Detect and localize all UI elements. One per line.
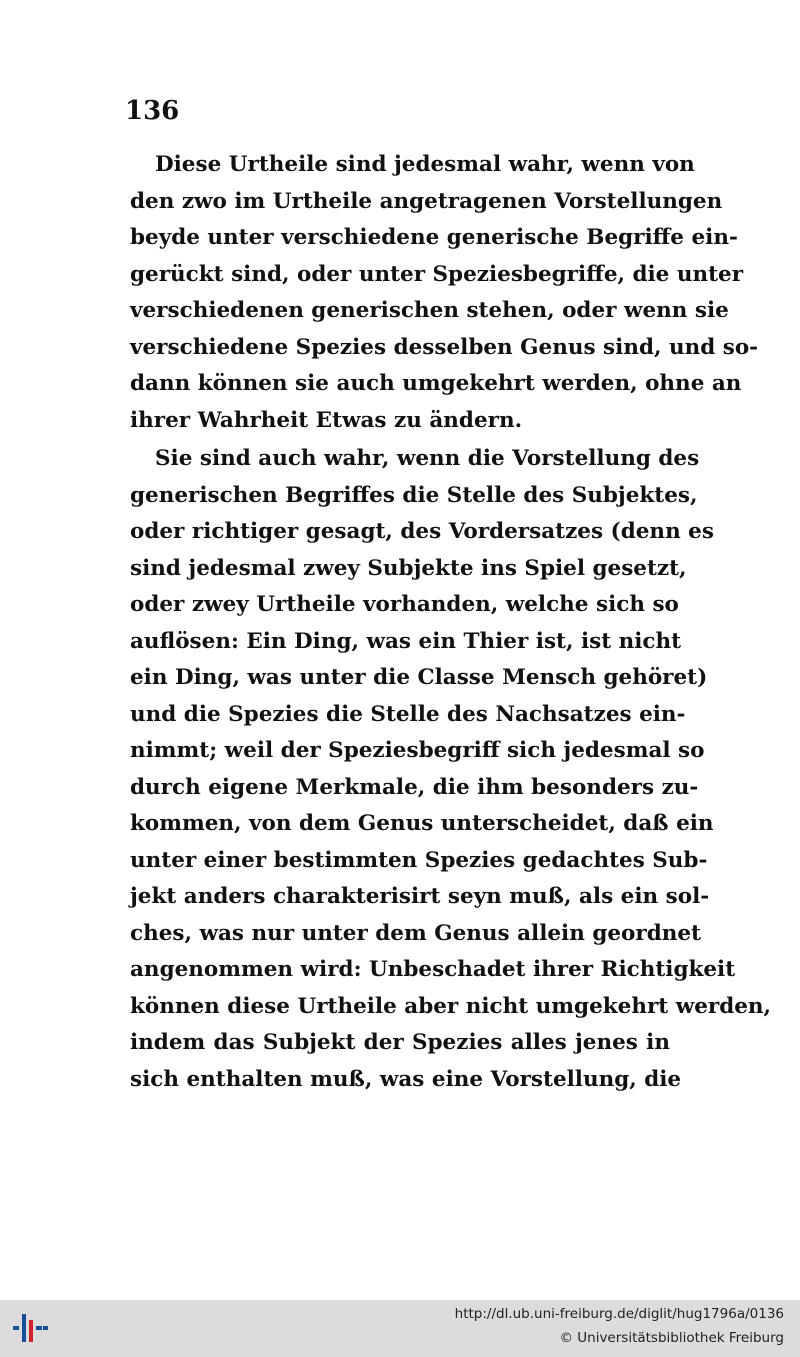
text-line: angenommen wird: Unbeschadet ihrer Richtigkeit (130, 957, 736, 982)
text-line: verschiedene Spezies desselben Genus sind, und so- (130, 334, 759, 360)
text-line: auflösen: Ein Ding, was ein Thier ist, ist nicht (130, 628, 682, 654)
page-number: 136 (125, 96, 180, 126)
copyright-notice: © Universitätsbibliothek Freiburg (559, 1330, 784, 1346)
text-line: oder zwey Urtheile vorhanden, welche sich so (130, 592, 679, 617)
source-url[interactable]: http://dl.ub.uni-freiburg.de/diglit/hug1796a/0136 (454, 1306, 784, 1322)
text-line: kommen, von dem Genus unterscheidet, daß ein (130, 811, 714, 836)
text-line: nimmt; weil der Speziesbegriff sich jedesmal so (130, 738, 705, 763)
text-line: jekt anders charakterisirt seyn muß, als ein sol- (130, 884, 710, 909)
text-line: Sie sind auch wahr, wenn die Vorstellung des (155, 446, 700, 471)
text-line: den zwo im Urtheile angetragenen Vorstellungen (130, 188, 723, 214)
text-line: indem das Subjekt der Spezies alles jenes in (130, 1030, 670, 1055)
paragraph-2 (130, 441, 772, 1098)
text-line: gerückt sind, oder unter Speziesbegriffe, die unter (130, 261, 744, 287)
text-line: ches, was nur unter dem Genus allein geordnet (130, 920, 701, 946)
ub-freiburg-logo-icon (10, 1308, 50, 1348)
text-line: können diese Urtheile aber nicht umgekehrt werden, (130, 993, 772, 1019)
text-line: sich enthalten muß, was eine Vorstellung, die (130, 1066, 682, 1092)
text-line: sind jedesmal zwey Subjekte ins Spiel gesetzt, (130, 555, 687, 581)
text-line: beyde unter verschiedene generische Begriffe ein- (130, 225, 738, 250)
text-line: Diese Urtheile sind jedesmal wahr, wenn von (155, 152, 695, 177)
footer-bar (0, 1300, 800, 1357)
text-line: und die Spezies die Stelle des Nachsatzes ein- (130, 701, 686, 727)
text-line: generischen Begriffes die Stelle des Subjektes, (130, 482, 698, 508)
text-line: ihrer Wahrheit Etwas zu ändern. (130, 407, 523, 433)
text-line: dann können sie auch umgekehrt werden, ohne an (130, 371, 742, 396)
text-line: ein Ding, was unter die Classe Mensch gehöret) (130, 665, 708, 690)
text-line: durch eigene Merkmale, die ihm besonders zu- (130, 774, 699, 800)
text-line: unter einer bestimmten Spezies gedachtes Sub- (130, 847, 708, 873)
paragraph-1 (130, 147, 759, 439)
text-line: verschiedenen generischen stehen, oder wenn sie (130, 298, 729, 323)
text-line: oder richtiger gesagt, des Vordersatzes (denn es (130, 519, 714, 544)
